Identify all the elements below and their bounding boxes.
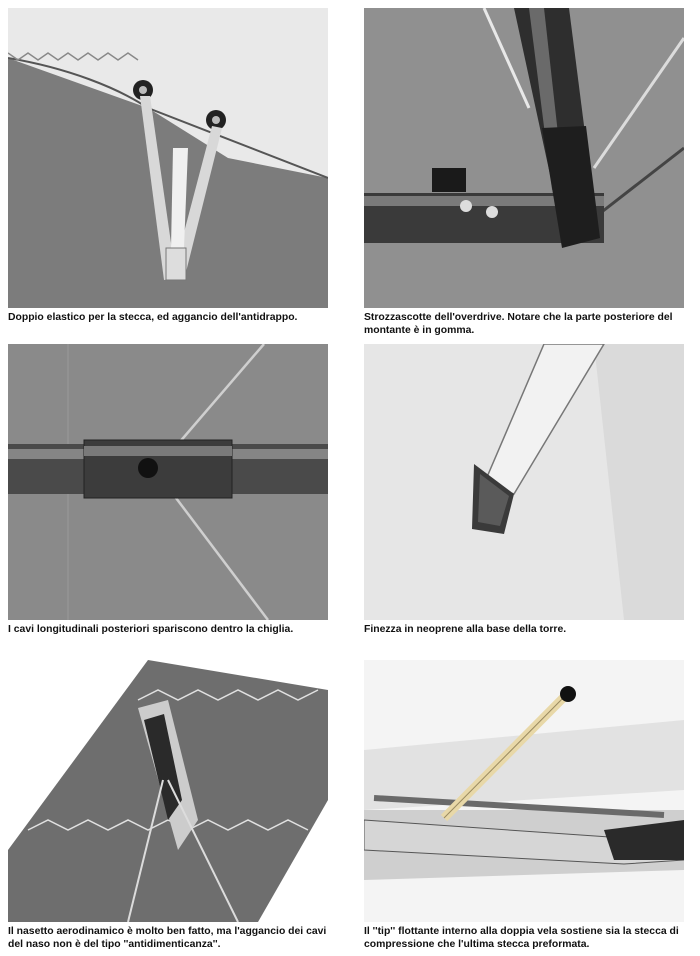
caption-batten-elastic: Doppio elastico per la stecca, ed aggancio dell'antidrappo. <box>8 312 298 323</box>
photo-keel-cables <box>8 344 328 620</box>
photo-batten-elastic <box>8 8 328 308</box>
caption-neoprene-tower: Finezza in neoprene alla base della torre. <box>364 624 567 635</box>
photo-floating-tip <box>364 660 684 922</box>
photo-neoprene-tower <box>364 344 684 620</box>
caption-keel-cables: I cavi longitudinali posteriori spariscono dentro la chiglia. <box>8 624 294 635</box>
photo-aerodynamic-nose <box>8 660 328 922</box>
caption-aerodynamic-nose: Il nasetto aerodinamico è molto ben fatto, ma l'aggancio dei cavi del naso non è del tipo ''antidimenticanza''. <box>8 926 327 950</box>
caption-overdrive-cleat: Strozzascotte dell'overdrive. Notare che la parte posteriore del montante è in gomma. <box>364 312 673 336</box>
caption-floating-tip: Il ''tip'' flottante interno alla doppia vela sostiene sia la stecca di compressione che l'ultima stecca preformata. <box>364 926 679 950</box>
photo-overdrive-cleat <box>364 8 684 308</box>
